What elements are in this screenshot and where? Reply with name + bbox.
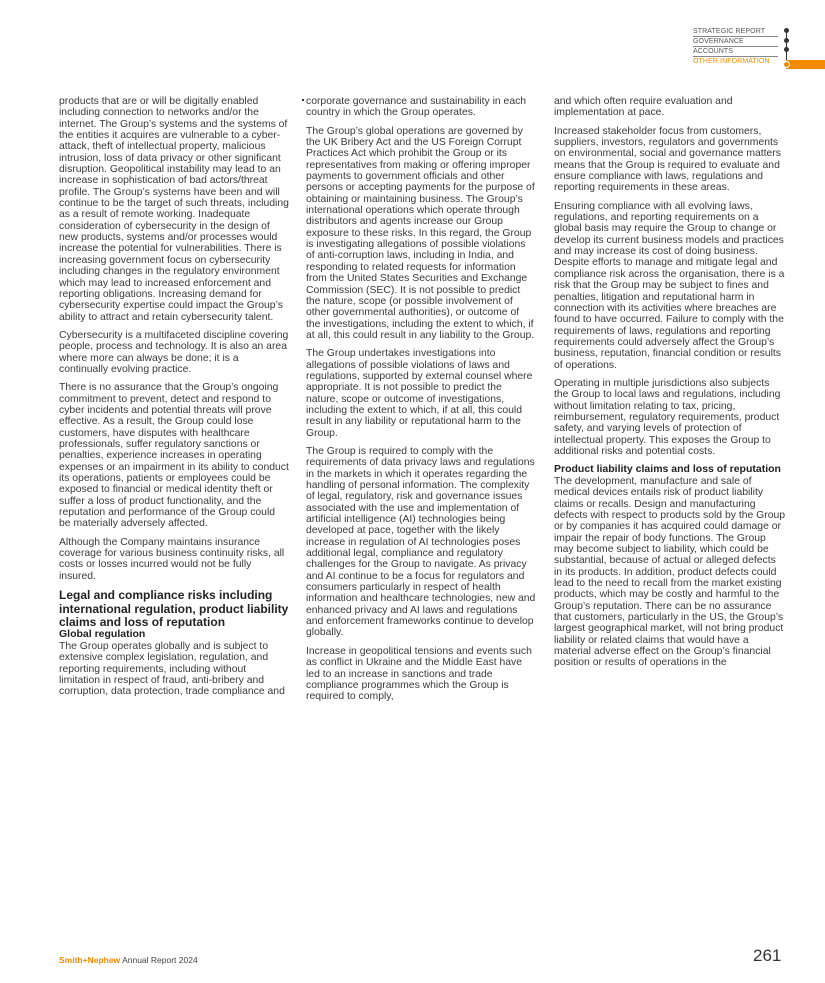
nav-accounts[interactable]: ACCOUNTS	[693, 47, 778, 57]
paragraph: Increased stakeholder focus from customers, suppliers, investors, regulators and governments on environmental, social and governance matters means that the Group is required to evaluate and ensure compliance with laws, regulations and reporting requirements in these areas.	[554, 125, 781, 194]
nav-dot-icon	[784, 28, 789, 33]
section-heading: Product liability claims and loss of reputation	[554, 463, 781, 476]
subsection-heading: Global regulation	[59, 628, 146, 641]
paragraph: The development, manufacture and sale of medical devices entails risk of product liability claims or recalls. Design and manufacturing defects with respect to products sold by the Group or by companies it has acquired could damage or impair the repair of body functions. The Group may become subject to liability, which could be substantial, because of actual or alleged defects in its products. In addition, product defects could lead to the need to recall from the market existing products, which may be costly and harmful to the Group’s reputation. There can be no assurance that customers, particularly in the US, the Group’s largest geographical market, will not bring product liability or related claims that would have a material adverse effect on the Group’s financial position or results of operations in the	[554, 475, 786, 669]
paragraph: Increase in geopolitical tensions and events such as conflict in Ukraine and the Middle East have led to an increase in sanctions and trade compliance programmes which the Group is required to comply,	[306, 645, 532, 703]
column-marker	[302, 99, 304, 101]
paragraph: Cybersecurity is a multifaceted discipline covering people, process and technology. It is also an area where more can always be done; it is a continually evolving practice.	[59, 329, 289, 375]
column-2	[306, 96, 536, 703]
section-heading: Legal and compliance risks including international regulation, product liability claims and loss of reputation	[59, 588, 289, 629]
paragraph: Ensuring compliance with all evolving laws, regulations, and reporting requirements on a global basis may require the Group to change or develop its current business models and practices and may increase its cost of doing business. Despite efforts to manage and mitigate legal and compliance risk across the organisation, there is a risk that the Group may be subject to fines and penalties, litigation and reputational harm in connection with its activities where breaches are found to have occurred. Failure to comply with the requirements of laws, regulations and reporting requirements could adversely affect the Group’s business, reputation, financial condition or results of operations.	[554, 200, 785, 371]
page-number: 261	[753, 946, 782, 965]
nav-active-dot-icon	[783, 61, 790, 68]
nav-dot-icon	[784, 38, 789, 43]
paragraph: The Group is required to comply with the requirements of data privacy laws and regulations in the markets in which it operates regarding the handling of personal information. The complexity of legal, regulatory, risk and governance issues associated with the use and implementation of artificial intelligence (AI) technologies being developed at pace, together with the likely increase in regulation of AI technologies poses additional legal, compliance and regulatory challenges for the Group to navigate. As privacy and AI continue to be a focus for regulators and consumers particularly in respect of health information and healthcare technologies, new and enhanced privacy and AI laws and regulations and enforcement frameworks continue to develop globally.	[306, 445, 536, 639]
nav-governance[interactable]: GOVERNANCE	[693, 37, 778, 47]
nav-other-information[interactable]: OTHER INFORMATION	[693, 57, 770, 65]
nav-active-bar	[786, 60, 825, 69]
brand-name: Smith+Nephew	[59, 955, 121, 965]
paragraph: The Group’s global operations are governed by the UK Bribery Act and the US Foreign Corrupt Practices Act which prohibit the Group or its representatives from making or offering improper payments to government officials and other persons or accepting payments for the purpose of obtaining or maintaining business. The Group’s international operations which operate through distributors and agents increase our Group exposure to these risks. In this regard, the Group is investigating allegations of possible violations of anti-corruption laws, including in India, and responding to related requests for information from the United States Securities and Exchange Commission (SEC). It is not possible to predict the nature, scope (or possible involvement of other governmental authorities), or outcome of the investigations, including the extent to which, if at all, this could result in any liability to the Group.	[306, 125, 535, 341]
column-1	[59, 96, 289, 698]
section-nav	[693, 27, 825, 66]
nav-strategic-report[interactable]: STRATEGIC REPORT	[693, 27, 778, 37]
paragraph: The Group undertakes investigations into allegations of possible violations of laws and regulations, supported by external counsel where appropriate. It is not possible to predict the nature, scope or outcome of investigations, including the extent to which, if at all, this could result in any liability or reputational harm to the Group.	[306, 348, 533, 439]
nav-dot-icon	[784, 47, 789, 52]
report-title: Annual Report 2024	[122, 955, 198, 965]
paragraph: corporate governance and sustainability in each country in which the Group operates.	[306, 96, 527, 119]
paragraph: The Group operates globally and is subject to extensive complex legislation, regulation, and reporting requirements, including without limitation in respect of fraud, anti-bribery and corruption, data protection, trade compliance and	[59, 640, 285, 698]
paragraph: and which often require evaluation and implementation at pace.	[554, 96, 733, 119]
column-3	[554, 96, 786, 669]
footer-brand	[59, 955, 198, 965]
paragraph: products that are or will be digitally enabled including connection to networks and/or the internet. The Group’s systems and the systems of the entities it acquires are vulnerable to a cyber-attack, theft of intellectual property, malicious intrusion, loss of data privacy or other significant disruption. Geopolitical instability may lead to an increase in sophistication of bad actors/threat profile. The Group’s systems have been and will continue to be the target of such threats, including as a result of remote working. Inadequate consideration of cybersecurity in the design of new products, systems and/or processes would increase the potential for vulnerabilities. There is increasing government focus on cybersecurity including changes in the regulatory environment which may lead to increased enforcement and reporting obligations. Increasing demand for cybersecurity expertise could impact the Group’s ability to attract and retain cybersecurity talent.	[59, 96, 289, 323]
paragraph: Although the Company maintains insurance coverage for various business continuity risks, all costs or losses incurred would not be fully insured.	[59, 536, 285, 582]
paragraph: Operating in multiple jurisdictions also subjects the Group to local laws and regulations, including without limitation relating to tax, pricing, reimbursement, regulatory requirements, product safety, and varying levels of protection of intellectual property. This exposes the Group to additional risks and potential costs.	[554, 377, 781, 457]
paragraph: There is no assurance that the Group’s ongoing commitment to prevent, detect and respond to cyber incidents and potential threats will prove effective. As a result, the Group could lose customers, have disputes with healthcare professionals, suffer regulatory sanctions or penalties, experience increases in operating expenses or an impairment in its ability to conduct its operations, patients or employees could be exposed to financial or medical identity theft or suffer a loss of product functionality, and the reputation and performance of the Group could be materially adversely affected.	[59, 382, 289, 530]
